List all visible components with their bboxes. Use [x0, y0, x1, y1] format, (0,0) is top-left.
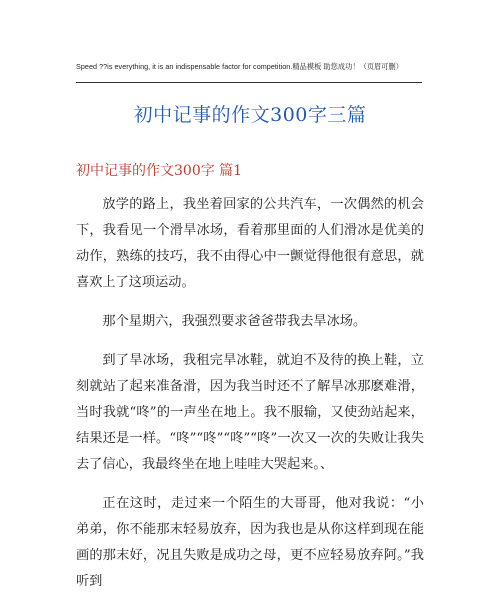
- document-title: 初中记事的作文300字三篇: [133, 104, 367, 126]
- page-header-text: Speed ??is everything, it is an indispensable factor for competition.精品模板 助您成功！（页眉可删）: [76, 62, 404, 71]
- paragraph-4: 正在这时，走过来一个陌生的大哥哥，他对我说：“小弟弟，你不能那末轻易放弃，因为我也是从你这样到现在能画的那末好，况且失败是成功之母，更不应轻易放弃阿。”我听到: [76, 496, 424, 589]
- paragraph-3: 到了旱冰场，我租完旱冰鞋，就迫不及待的换上鞋，立刻就站了起来准备滑，因为我当时还不了解旱冰那麽难滑，当时我就“咚”的一声坐在地上。我不服输，又使劲站起来，结果还是一样。“咚”“咚”“咚”“咚”一次又一次的失败让我失去了信心，我最终坐在地上哇哇大哭起来。、: [76, 353, 424, 472]
- paragraph-2: 那个星期六，我强烈要求爸爸带我去旱冰场。: [102, 314, 367, 329]
- section-title: 初中记事的作文300字 篇1: [76, 163, 243, 179]
- paragraph-1: 放学的路上，我坐着回家的公共汽车，一次偶然的机会下，我看见一个滑旱冰场，看着那里面的人们滑冰是优美的动作，熟练的技巧，我不由得心中一颤觉得他很有意思，就喜欢上了这项运动。: [76, 197, 424, 290]
- essay-body: [76, 192, 424, 608]
- header-divider: [76, 82, 422, 83]
